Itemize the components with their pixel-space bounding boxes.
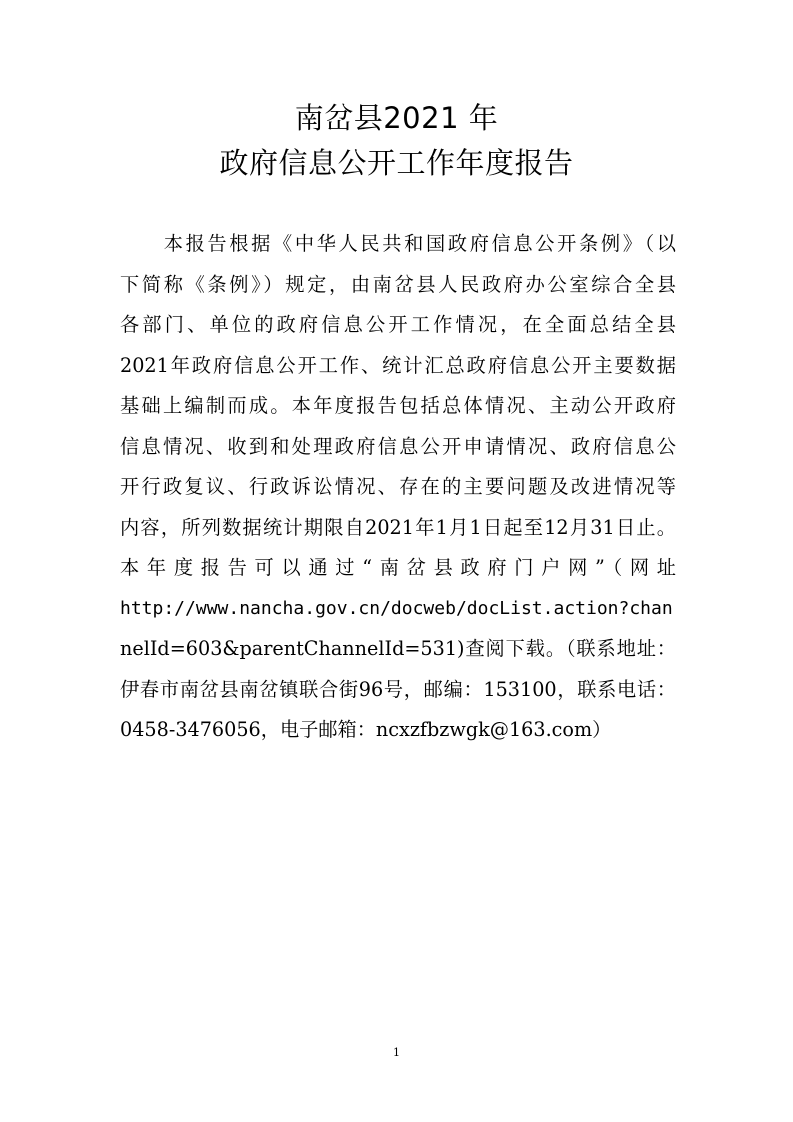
body-line-1: 本报告根据《中华人民共和国政府信息公开条例》（以 — [120, 232, 676, 255]
report-body-paragraph — [120, 224, 676, 751]
body-line-8: 内容，所列数据统计期限自2021年1月1日起至12月31日止。 — [120, 515, 676, 539]
website-url-line: http://www.nancha.gov.cn/docweb/docList.action?chan — [120, 597, 673, 619]
title-line-2: 政府信息公开工作年度报告 — [219, 146, 574, 180]
body-line-9: 本年度报告可以通过“南岔县政府门户网”（网址 — [120, 556, 676, 579]
body-line-3: 各部门、单位的政府信息公开工作情况，在全面总结全县 — [120, 313, 676, 336]
page-number: 1 — [393, 1046, 400, 1059]
title-line-1: 南岔县2021 年 — [294, 101, 499, 135]
contact-address-line: 伊春市南岔县南岔镇联合街96号，邮编：153100，联系电话： — [120, 677, 676, 701]
document-title — [0, 96, 793, 186]
contact-phone-email-line: 0458-3476056，电子邮箱：ncxzfbzwgk@163.com） — [120, 718, 612, 741]
body-line-4: 2021年政府信息公开工作、统计汇总政府信息公开主要数据 — [120, 353, 676, 377]
body-line-6: 信息情况、收到和处理政府信息公开申请情况、政府信息公 — [120, 434, 676, 458]
body-line-5: 基础上编制而成。本年度报告包括总体情况、主动公开政府 — [120, 394, 676, 417]
body-line-2: 下简称《条例》）规定，由南岔县人民政府办公室综合全县 — [120, 272, 676, 296]
body-line-7: 开行政复议、行政诉讼情况、存在的主要问题及改进情况等 — [120, 475, 676, 498]
body-line-11: nelId=603&parentChannelId=531)查阅下载。（联系地址： — [120, 637, 676, 660]
